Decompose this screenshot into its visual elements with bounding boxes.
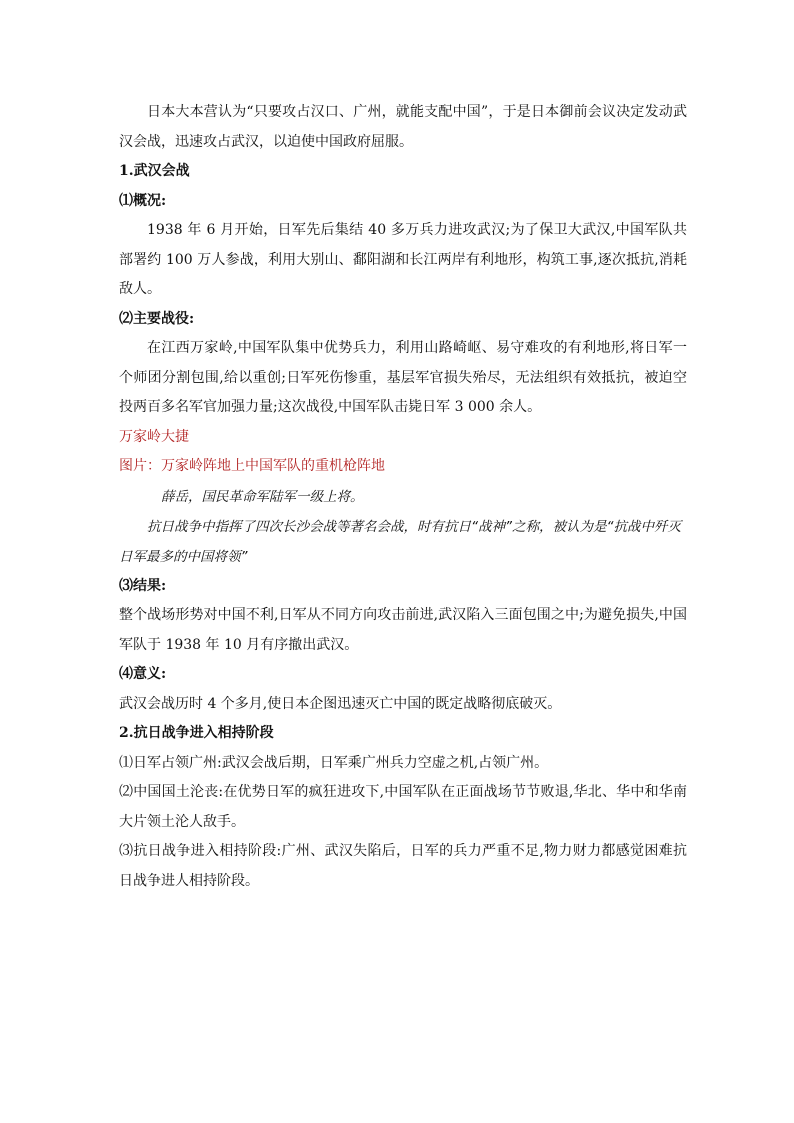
result-text: 整个战场形势对中国不利,日军从不同方向攻击前进,武汉陷入三面包围之中;为避免损失,中国军队于 1938 年 10 月有序撤出武汉。 xyxy=(119,607,687,653)
result-title: ⑶结果: xyxy=(119,577,167,594)
section2-item-3: ⑶抗日战争进入相持阶段:广州、武汉失陷后，日军的兵力严重不足,物力财力都感觉困难抗日战争进人相持阶段。 xyxy=(119,843,687,889)
intro-paragraph: 日本大本营认为“只要攻占汉口、广州，就能支配中国”，于是日本御前会议决定发动武汉会战，迅速攻占武汉，以迫使中国政府屈服。 xyxy=(119,104,687,150)
overview-title: ⑴概况: xyxy=(119,192,167,209)
section1-title: 1.武汉会战 xyxy=(119,163,190,179)
meaning-title: ⑷意义: xyxy=(119,666,167,682)
section2-title: 2.抗日战争进入相持阶段 xyxy=(119,725,274,741)
wanjialing-victory-title: 万家岭大捷 xyxy=(119,428,189,445)
meaning-text: 武汉会战历时 4 个多月,使日本企图迅速灭亡中国的既定战略彻底破灭。 xyxy=(119,695,562,712)
overview-text: 1938 年 6 月开始，日军先后集结 40 多万兵力进攻武汉;为了保卫大武汉,中国军队共部署约 100 万人参战，利用大别山、鄱阳湖和长江两岸有利地形，构筑工事,逐次抵抗,消耗敌人。 xyxy=(119,222,687,297)
callout-line-1: 薛岳，国民革命军陆军一级上将。 xyxy=(161,488,364,505)
document-page xyxy=(119,98,687,896)
battle-text: 在江西万家岭,中国军队集中优势兵力，利用山路崎岖、易守难攻的有利地形,将日军一个师团分割包围,给以重创;日军死伤惨重，基层军官损失殆尽，无法组织有效抵抗，被迫空投两百多名军官加强力量;这次战役,中国军队击毙日军 3 000 余人。 xyxy=(119,340,687,415)
section2-item-1: ⑴日军占领广州:武汉会战后期，日军乘广州兵力空虚之机,占领广州。 xyxy=(119,754,549,771)
section2-item-2: ⑵中国国土沦丧:在优势日军的疯狂进攻下,中国军队在正面战场节节败退,华北、华中和华南大片领土沦人敌手。 xyxy=(119,784,687,830)
battle-title: ⑵主要战役: xyxy=(119,310,195,327)
image-caption: 图片：万家岭阵地上中国军队的重机枪阵地 xyxy=(119,458,385,474)
callout-line-2: 抗日战争中指挥了四次长沙会战等著名会战，时有抗日“战神”之称，被认为是“抗战中歼灭日军最多的中国将领” xyxy=(119,518,681,565)
